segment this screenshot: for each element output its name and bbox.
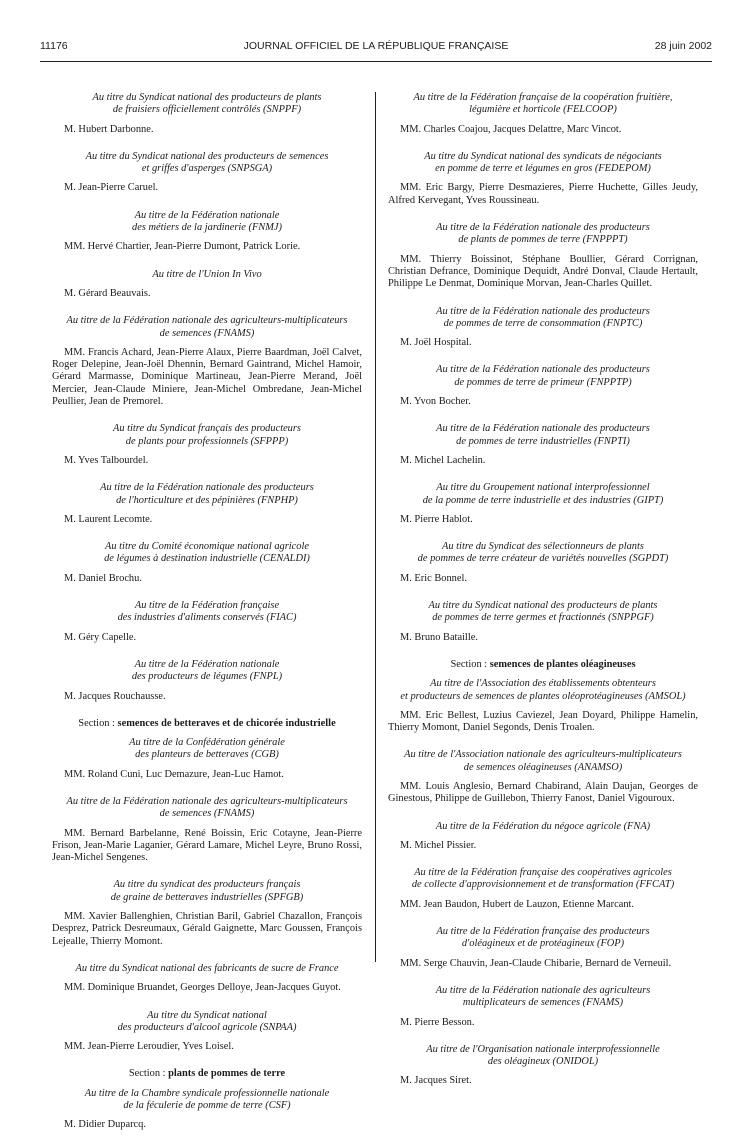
section-prefix: Section : [450, 658, 490, 670]
section-title: semences de betteraves et de chicorée industrielle [117, 717, 336, 729]
section-title: plants de pommes de terre [168, 1068, 286, 1080]
member-list: MM. Francis Achard, Jean-Pierre Alaux, Pierre Baardman, Joël Calvet, Roger Delepine, Jean-Joël Dhennin, Bernard Gaintrand, Michel Hamoir, Gérard Marmasse, Dominique Martineau, Jean-Pierre Merand, Joël Mercier, Jean-Claude Miniere, Jean-Michel Ombredane, Jean-Michel Peullier, Jean de Premorel. [52, 346, 362, 408]
member-list: M. Yves Talbourdel. [64, 454, 149, 466]
member-list: MM. Roland Cuni, Luc Demazure, Jean-Luc Hamot. [64, 768, 284, 780]
organization-heading: Au titre de la Fédération nationale des producteurs de légumes (FNPL) [131, 658, 283, 683]
organization-heading: Au titre de l'Organisation nationale interprofessionnelle des oléagineux (ONIDOL) [426, 1043, 660, 1068]
organization-heading: Au titre de la Fédération française des producteurs d'oléagineux et de protéagineux (FOP) [436, 926, 650, 950]
organization-heading: Au titre du Syndicat national des producteurs d'alcool agricole (SNPAA) [117, 1009, 297, 1033]
member-list: M. Daniel Brochu. [64, 572, 142, 584]
member-list: MM. Charles Coajou, Jacques Delattre, Marc Vincot. [400, 123, 622, 135]
page-number: 11176 [40, 40, 68, 52]
left-column [52, 92, 362, 1147]
member-list: MM. Bernard Barbelanne, René Boissin, Eric Cotayne, Jean-Pierre Frison, Jean-Marie Laganier, Gérard Lamare, Michel Leyre, Bruno Rossi, Jean-Michel Sengenes. [52, 827, 362, 864]
organization-heading: Au titre de la Fédération nationale des producteurs de plants de pommes de terre (FNPPPT) [436, 222, 650, 246]
organization-heading: Au titre de la Fédération nationale des métiers de la jardinerie (FNMJ) [132, 209, 282, 234]
member-list: MM. Serge Chauvin, Jean-Claude Chibarie, Bernard de Verneuil. [400, 957, 672, 969]
member-list: M. Pierre Besson. [400, 1016, 475, 1028]
section-prefix: Section : [128, 1068, 169, 1080]
column-divider [375, 92, 376, 962]
organization-heading: Au titre de la Fédération nationale des producteurs de pommes de terre de primeur (FNPPTP) [436, 364, 650, 388]
organization-heading: Au titre de la Fédération nationale des agriculteurs-multiplicateurs de semences (FNAMS) [66, 315, 348, 339]
organization-heading: Au titre du Syndicat national des producteurs de plants de fraisiers officiellement contrôlés (SNPPF) [92, 92, 322, 116]
organization-heading: Au titre du Syndicat des sélectionneurs de plants de pommes de terre créateur de variétés nouvelles (SGPDT) [417, 541, 669, 565]
organization-heading: Au titre du Syndicat français des producteurs de plants pour professionnels (SFPPP) [113, 423, 301, 447]
section-prefix: Section : [78, 717, 118, 729]
member-list: M. Michel Pissier. [400, 839, 477, 851]
organization-heading: Au titre du Syndicat national des producteurs de plants de pommes de terre germes et fractionnés (SNPPGF) [428, 600, 658, 624]
member-list: M. Didier Duparcq. [64, 1119, 146, 1131]
header-rule [40, 61, 712, 62]
member-list: M. Jacques Siret. [400, 1075, 472, 1087]
member-list: M. Géry Capelle. [64, 631, 137, 643]
organization-heading: Au titre de la Fédération française de la coopération fruitière, légumière et horticole (FELCOOP) [413, 92, 673, 116]
member-list: M. Eric Bonnel. [400, 572, 467, 584]
organization-heading: Au titre de l'Union In Vivo [152, 268, 262, 280]
right-column [388, 92, 698, 1103]
member-list: M. Gérard Beauvais. [64, 287, 151, 299]
section-heading [388, 659, 698, 671]
organization-heading: Au titre du Syndicat national des producteurs de semences et griffes d'asperges (SNPSGA) [85, 150, 329, 175]
organization-heading: Au titre de la Fédération du négoce agricole (FNA) [435, 820, 651, 832]
organization-heading: Au titre de la Fédération française des industries d'aliments conservés (FIAC) [117, 600, 297, 624]
member-list: MM. Thierry Boissinot, Stéphane Boullier, Gérard Corrignan, Christian Defrance, Dominique Dequidt, André Donval, Claude Hertault, Philippe Le Denmat, Dominique Morvan, Jean-Charles Quillet. [388, 253, 698, 290]
member-list: M. Bruno Bataille. [400, 631, 478, 643]
organization-heading: Au titre de la Fédération française des coopératives agricoles de collecte d'approvisionnement et de transformation (FFCAT) [411, 867, 675, 891]
member-list: M. Jean-Pierre Caruel. [64, 182, 159, 194]
page-header [40, 40, 712, 56]
organization-heading: Au titre de la Fédération nationale des agriculteurs-multiplicateurs de semences (FNAMS) [66, 795, 348, 820]
organization-heading: Au titre de la Fédération nationale des agriculteurs multiplicateurs de semences (FNAMS) [435, 984, 651, 1009]
issue-date: 28 juin 2002 [654, 40, 712, 52]
member-list: M. Joël Hospital. [400, 337, 472, 349]
member-list: MM. Louis Anglesio, Bernard Chabirand, Alain Daujan, Georges de Ginestous, Philippe de Guillebon, Thierry Fanost, Daniel Vigouroux. [388, 780, 698, 805]
member-list: M. Yvon Bocher. [400, 396, 471, 408]
organization-heading: Au titre de l'Association nationale des agriculteurs-multiplicateurs de semences oléagineuses (ANAMSO) [404, 749, 682, 773]
member-list: M. Hubert Darbonne. [64, 123, 154, 135]
journal-title: JOURNAL OFFICIEL DE LA RÉPUBLIQUE FRANÇAISE [243, 40, 509, 52]
member-list: M. Jacques Rouchausse. [64, 690, 166, 702]
organization-heading: Au titre de la Confédération générale des planteurs de betteraves (CGB) [129, 737, 285, 761]
organization-heading: Au titre du syndicat des producteurs français de graine de betteraves industrielles (SPFGB) [110, 879, 304, 903]
organization-heading: Au titre de la Chambre syndicale professionnelle nationale de la féculerie de pomme de terre (CSF) [84, 1087, 330, 1112]
section-title: semences de plantes oléagineuses [489, 658, 636, 670]
section-heading [52, 718, 362, 730]
organization-heading: Au titre de l'Association des établissements obtenteurs et producteurs de semences de plantes oléoprotéagineuses (AMSOL) [400, 678, 686, 702]
organization-heading: Au titre de la Fédération nationale des producteurs de l'horticulture et des pépinières (FNPHP) [100, 482, 314, 506]
member-list: M. Pierre Hablot. [400, 513, 473, 525]
organization-heading: Au titre de la Fédération nationale des producteurs de pommes de terre de consommation (FNPTC) [436, 305, 650, 329]
member-list: MM. Jean-Pierre Leroudier, Yves Loisel. [64, 1041, 234, 1053]
member-list: MM. Xavier Ballenghien, Christian Baril, Gabriel Chazallon, François Desprez, Patrick Desreumaux, Gérald Gaignette, Marc Goussen, François Lejealle, Thierry Momont. [52, 911, 362, 947]
member-list: MM. Eric Bellest, Luzius Caviezel, Jean Doyard, Philippe Hamelin, Thierry Momont, Daniel Segonds, Denis Troalen. [388, 709, 698, 734]
member-list: M. Laurent Lecomte. [64, 513, 153, 525]
organization-heading: Au titre de la Fédération nationale des producteurs de pommes de terre industrielles (FNPTI) [436, 423, 650, 447]
member-list: M. Michel Lachelin. [400, 454, 486, 466]
section-heading [52, 1068, 362, 1080]
member-list: MM. Dominique Bruandet, Georges Delloye, Jean-Jacques Guyot. [64, 982, 341, 994]
member-list: MM. Hervé Chartier, Jean-Pierre Dumont, Patrick Lorie. [64, 241, 301, 253]
organization-heading: Au titre du Syndicat national des syndicats de négociants en pomme de terre et légumes en gros (FEDEPOM) [424, 150, 662, 175]
organization-heading: Au titre du Groupement national interprofessionnel de la pomme de terre industrielle et des industries (GIPT) [422, 482, 664, 506]
member-list: MM. Jean Baudon, Hubert de Lauzon, Etienne Marcant. [400, 898, 635, 910]
organization-heading: Au titre du Syndicat national des fabricants de sucre de France [75, 962, 339, 974]
member-list: MM. Eric Bargy, Pierre Desmazieres, Pierre Huchette, Gilles Jeudy, Alfred Kervegant, Yves Roussineau. [388, 182, 698, 206]
organization-heading: Au titre du Comité économique national agricole de légumes à destination industrielle (CENALDI) [104, 541, 310, 565]
